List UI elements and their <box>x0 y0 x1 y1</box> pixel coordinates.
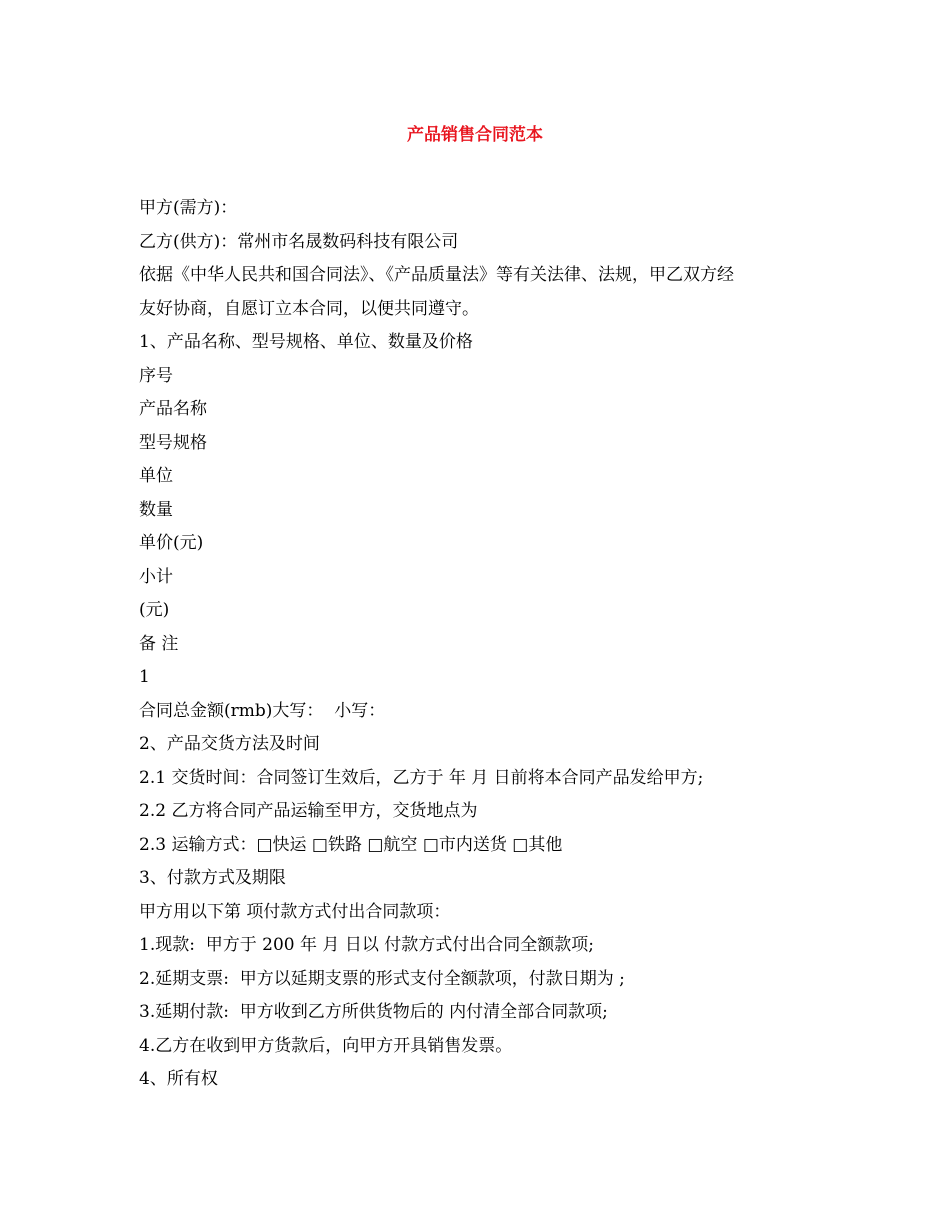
section-2-heading: 2、产品交货方法及时间 <box>139 734 320 754</box>
table-header-subtotal-unit: (元) <box>139 600 170 620</box>
section-3-heading: 3、付款方式及期限 <box>139 868 286 888</box>
document-title: 产品销售合同范本 <box>407 125 543 145</box>
payment-option-2: 2.延期支票: 甲方以延期支票的形式支付全额款项，付款日期为 ; <box>139 968 625 989</box>
table-row-1: 1 <box>139 667 150 687</box>
table-header-subtotal: 小计 <box>139 566 173 587</box>
table-header-unit: 单位 <box>139 466 173 486</box>
contract-total-line: 合同总金额(rmb)大写： 小写： <box>139 700 386 721</box>
preamble-line-1: 依据《中华人民共和国合同法》、《产品质量法》等有关法律、法规，甲乙双方经 <box>139 265 734 285</box>
table-header-product-name: 产品名称 <box>139 399 207 419</box>
party-b-line: 乙方(供方)：常州市名晟数码科技有限公司 <box>139 231 459 252</box>
table-header-serial: 序号 <box>139 365 173 386</box>
preamble-line-2: 友好协商，自愿订立本合同，以便共同遵守。 <box>139 298 479 319</box>
party-a-line: 甲方(需方)： <box>139 198 238 218</box>
clause-2-2: 2.2 乙方将合同产品运输至甲方，交货地点为 <box>139 801 478 821</box>
clause-2-1: 2.1 交货时间：合同签订生效后，乙方于 年 月 日前将本合同产品发给甲方; <box>139 767 704 788</box>
payment-intro: 甲方用以下第 项付款方式付出合同款项： <box>139 901 451 922</box>
table-header-model: 型号规格 <box>139 432 207 453</box>
payment-option-1: 1.现款: 甲方于 200 年 月 日以 付款方式付出合同全额款项; <box>139 935 594 955</box>
payment-option-3: 3.延期付款: 甲方收到乙方所供货物后的 内付清全部合同款项; <box>139 1002 608 1022</box>
document-body <box>139 192 829 1097</box>
section-1-heading: 1、产品名称、型号规格、单位、数量及价格 <box>139 332 473 352</box>
clause-2-3: 2.3 运输方式：□快运 □铁路 □航空 □市内送货 □其他 <box>139 834 563 855</box>
table-header-unit-price: 单价(元) <box>139 533 204 553</box>
table-header-quantity: 数量 <box>139 499 173 520</box>
table-header-remarks: 备 注 <box>139 633 179 654</box>
payment-option-4: 4.乙方在收到甲方货款后，向甲方开具销售发票。 <box>139 1035 513 1056</box>
section-4-heading: 4、所有权 <box>139 1069 218 1089</box>
